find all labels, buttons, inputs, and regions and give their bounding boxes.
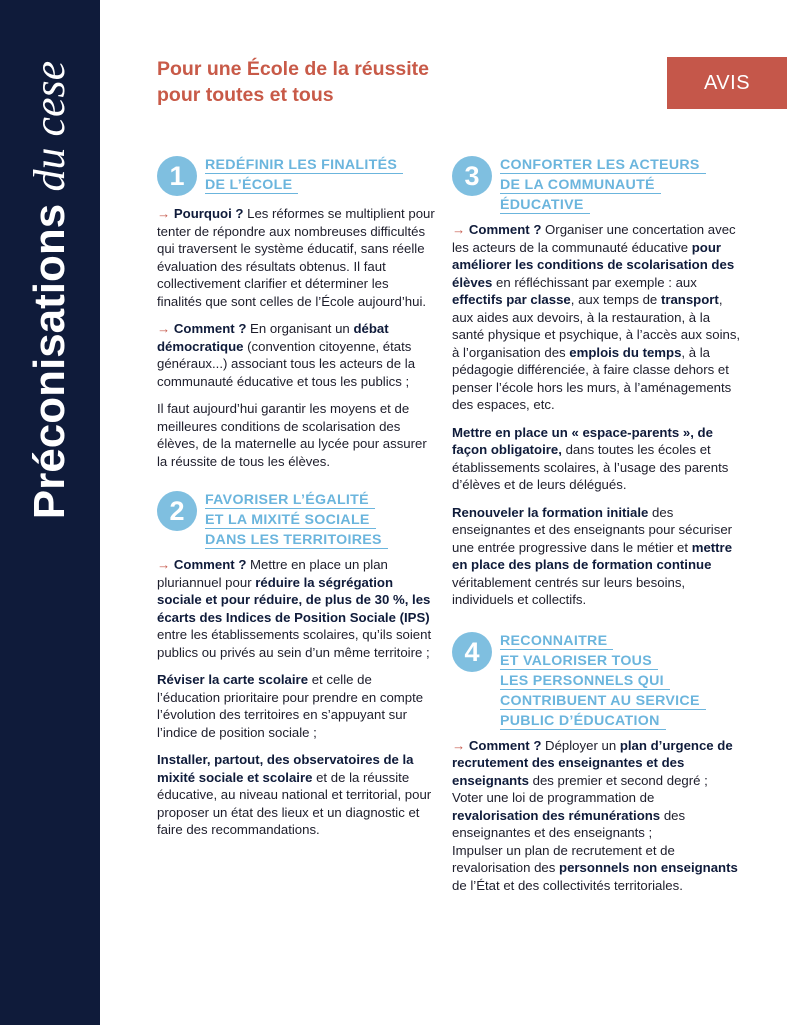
section-4-how-paragraph <box>452 737 742 790</box>
sidebar-title <box>25 60 74 520</box>
paragraph-text: Les réformes se multiplient pour tenter de répondre aux nombreuses difficultés qui traversent le système éducatif, sans réelle évaluation des résultats obtenus. Il faut collectivement clarifier et déterminer les finalités que sont celles de l’École aujourd’hui. <box>157 206 435 309</box>
arrow-icon: → <box>452 737 466 753</box>
section-2-how-paragraph <box>157 556 435 661</box>
section-2-header <box>157 490 435 554</box>
section-2 <box>157 490 435 839</box>
section-2-title <box>205 490 435 550</box>
document-title <box>157 56 537 108</box>
section-4-paragraph <box>452 789 742 842</box>
section-2-title-line: DANS LES TERRITOIRES <box>205 532 388 549</box>
bold-text: personnels non enseignants <box>559 860 738 875</box>
document-title-line1: Pour une École de la réussite <box>157 58 430 80</box>
bold-text: effectifs par classe <box>452 292 571 307</box>
sidebar-title-word1: Préconisations <box>25 203 74 520</box>
bold-text: transport <box>660 292 719 307</box>
document-title-line2: pour toutes et tous <box>157 84 334 106</box>
section-1 <box>157 155 435 470</box>
sidebar-band <box>0 0 100 1025</box>
left-column <box>157 155 435 853</box>
section-4-title-line: CONTRIBUENT AU SERVICE <box>500 693 706 710</box>
section-3-paragraph <box>452 504 742 609</box>
section-1-title-line: REDÉFINIR LES FINALITÉS <box>205 157 403 174</box>
bold-text: Renouveler la formation initiale <box>452 504 649 520</box>
section-1-title-line: DE L’ÉCOLE <box>205 177 298 194</box>
bold-text: pour améliorer les conditions de scolarisation des élèves <box>452 239 735 290</box>
section-4-header <box>452 631 742 735</box>
bold-text: emplois du temps <box>569 344 682 360</box>
section-4-title-line: ET VALORISER TOUS <box>500 653 658 670</box>
paragraph-text: en réfléchissant par exemple : aux <box>492 274 697 290</box>
paragraph-text: En organisant un <box>246 321 354 336</box>
paragraph-text: (convention citoyenne, états généraux...) associant tous les acteurs de la communauté éducative et tous les publics ; <box>157 338 416 389</box>
paragraph-text: véritablement centrés sur leurs besoins, individuels et collectifs. <box>452 574 686 607</box>
lead-label: Pourquoi ? <box>173 206 244 221</box>
arrow-icon: → <box>452 222 466 237</box>
section-2-number-badge: 2 <box>157 491 197 531</box>
paragraph-text: et celle de l’éducation prioritaire pour prendre en compte l’évolution des territoires en s’appuyant sur l’indice de position sociale ; <box>157 672 424 740</box>
paragraph-text: dans toutes les écoles et établissements scolaires, à l’usage des parents d’élèves et de leurs délégués. <box>452 442 729 492</box>
section-4 <box>452 631 742 895</box>
avis-badge: AVIS <box>667 57 787 109</box>
lead-label: Comment ? <box>468 737 542 753</box>
right-column <box>452 155 742 908</box>
lead-label: Comment ? <box>468 222 542 237</box>
paragraph-text: Mettre en place un plan pluriannuel pour <box>157 557 388 590</box>
section-3 <box>452 155 742 609</box>
paragraph-text: des enseignantes et des enseignants ; <box>452 807 686 840</box>
paragraph-text: Voter une loi de programmation de <box>452 790 655 805</box>
paragraph-text: des enseignantes et des enseignants pour sécuriser une entrée progressive dans le métier et <box>452 504 733 555</box>
section-1-header <box>157 155 435 203</box>
paragraph-text: Impulser un plan de recrutement et de revalorisation des <box>452 842 675 875</box>
paragraph-text: Organiser une concertation avec les acteurs de la communauté éducative <box>452 222 736 255</box>
lead-label: Comment ? <box>173 321 247 336</box>
paragraph-text: entre les établissements scolaires, qu’ils soient publics ou privés au sein d’un même territoire ; <box>157 627 432 660</box>
paragraph-text: Déployer un <box>541 737 620 753</box>
section-4-title-line: LES PERSONNELS QUI <box>500 673 670 690</box>
paragraph-text: , aux temps de <box>570 292 661 307</box>
section-4-title <box>500 631 742 731</box>
section-4-title-line: PUBLIC D’ÉDUCATION <box>500 713 666 730</box>
arrow-icon: → <box>157 206 171 221</box>
paragraph-text: de l’État et des collectivités territoriales. <box>452 877 683 893</box>
section-3-how-paragraph <box>452 221 742 414</box>
bold-text: réduire la ségrégation sociale et pour réduire, de plus de 30 %, les écarts des Indices de Position Sociale (IPS) <box>157 574 431 625</box>
section-2-title-line: FAVORISER L’ÉGALITÉ <box>205 492 375 509</box>
bold-text: revalorisation des rémunérations <box>452 807 661 823</box>
bold-text: débat démocratique <box>157 321 389 354</box>
bold-text: Mettre en place un « espace-parents », de façon obligatoire, <box>452 424 713 457</box>
section-3-title-line: ÉDUCATIVE <box>500 197 590 214</box>
section-1-paragraph: Il faut aujourd’hui garantir les moyens et de meilleures conditions de scolarisation des élèves, de la maternelle au lycée pour assurer la réussite de tous les élèves. <box>157 401 427 469</box>
section-3-header <box>452 155 742 219</box>
section-3-number-badge: 3 <box>452 156 492 196</box>
section-3-title-line: DE LA COMMUNAUTÉ <box>500 177 661 194</box>
section-3-title-line: CONFORTER LES ACTEURS <box>500 157 706 174</box>
section-2-paragraph <box>157 751 435 839</box>
paragraph-text: , aux aides aux devoirs, à la restauration, à la santé physique et psychique, à l’accès aux soins, à l’organisation des <box>452 292 741 360</box>
paragraph-text: et de la réussite éducative, au niveau national et territorial, pour proposer un état des lieux et un diagnostic et faire des recommandations. <box>157 769 432 837</box>
section-2-paragraph <box>157 671 435 741</box>
section-4-paragraph <box>452 842 742 895</box>
arrow-icon: → <box>157 557 171 572</box>
section-3-title <box>500 155 742 215</box>
section-2-title-line: ET LA MIXITÉ SOCIALE <box>205 512 376 529</box>
paragraph-text: , à la pédagogie différenciée, à faire classe dehors et penser l’école hors les murs, à l’aménagements des espaces, etc. <box>452 344 732 412</box>
section-1-number-badge: 1 <box>157 156 197 196</box>
bold-text: plan d’urgence de recrutement des enseignantes et des enseignants <box>452 737 733 788</box>
bold-text: Réviser la carte scolaire <box>157 672 309 687</box>
arrow-icon: → <box>157 321 171 336</box>
section-1-why-paragraph <box>157 205 435 310</box>
sidebar-title-word2: du cese <box>25 60 74 192</box>
section-3-paragraph <box>452 424 742 494</box>
bold-text: Installer, partout, des observatoires de la mixité sociale et scolaire <box>157 752 414 785</box>
lead-label: Comment ? <box>173 557 247 572</box>
paragraph-text: des premier et second degré ; <box>528 772 708 788</box>
bold-text: mettre en place des plans de formation continue <box>452 539 733 572</box>
section-4-title-line: RECONNAITRE <box>500 633 613 650</box>
section-1-title <box>205 155 435 195</box>
section-4-number-badge: 4 <box>452 632 492 672</box>
section-1-how-paragraph <box>157 320 435 390</box>
